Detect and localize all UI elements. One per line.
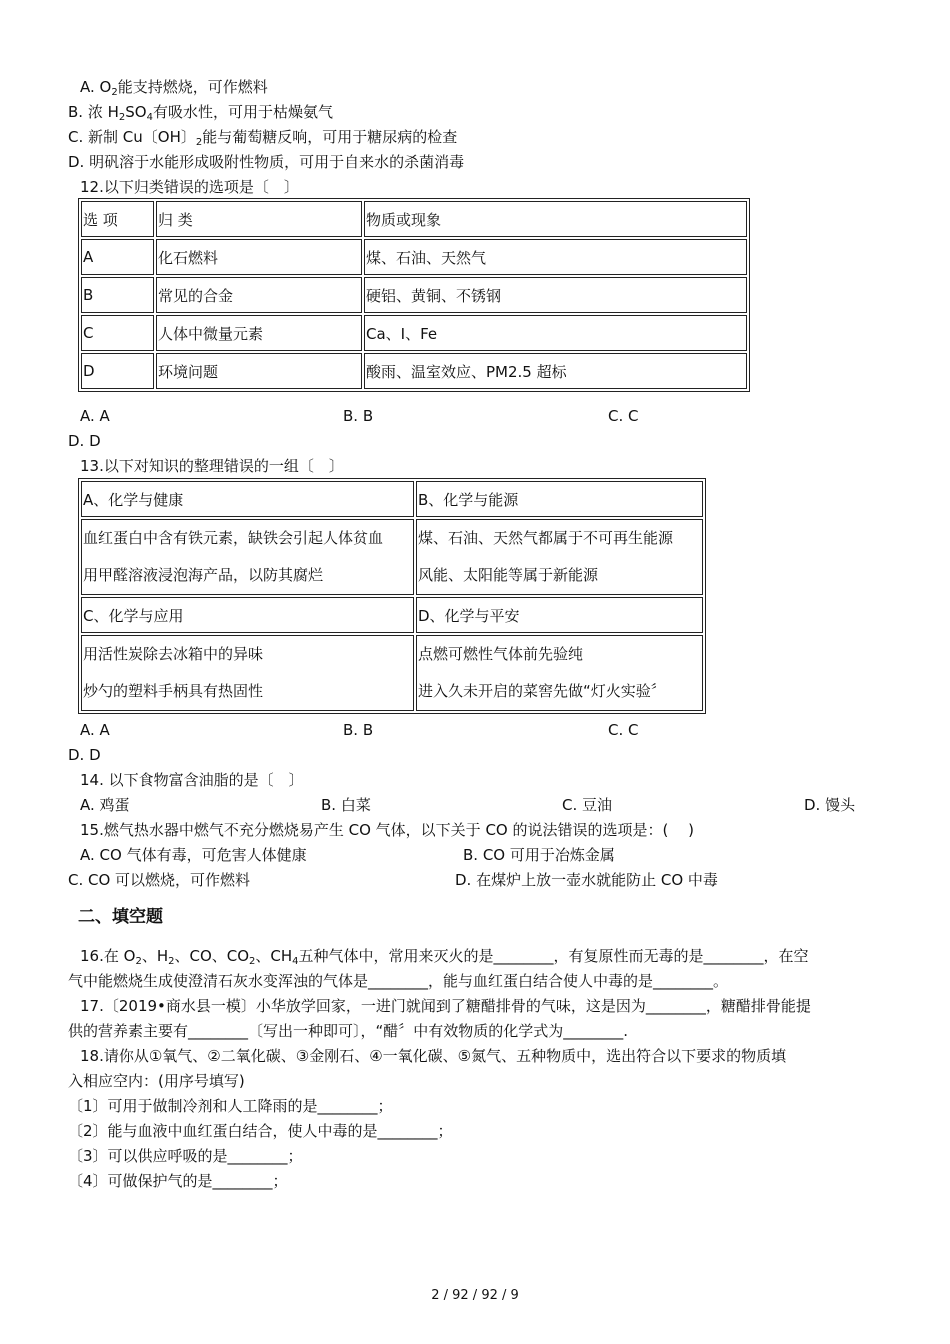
table-cell: 环境问题 xyxy=(156,353,362,389)
q11-option-a: A. $O_2$能支持燃烧，可作燃料 xyxy=(80,78,268,98)
q15-option-d: D. 在煤炉上放一壶水就能防止 CO 中毒 xyxy=(455,871,718,889)
q11-option-b: B. 浓 $H_2SO_4$有吸水性，可用于枯燥氨气 xyxy=(68,103,333,123)
cell-application-content xyxy=(81,635,414,711)
table-row xyxy=(81,519,703,595)
table-row xyxy=(81,201,747,237)
table-cell: 酸雨、温室效应、PM2.5 超标 xyxy=(364,353,747,389)
q12-table xyxy=(78,198,750,392)
list-item: 炒勺的塑料手柄具有热固性 xyxy=(83,682,264,700)
q15-option-b: B. CO 可用于冶炼金属 xyxy=(463,846,615,864)
q13-option-c: C. C xyxy=(608,721,639,739)
table-header-cell: 归 类 xyxy=(156,201,362,237)
table-cell: 煤、石油、天然气 xyxy=(364,239,747,275)
q12-stem: 12.以下归类错误的选项是〔 〕 xyxy=(80,178,299,196)
table-cell: 人体中微量元素 xyxy=(156,315,362,351)
list-item: 风能、太阳能等属于新能源 xyxy=(418,566,599,584)
q13-option-b: B. B xyxy=(343,721,374,739)
q16-line-2: 气中能燃烧生成使澄清石灰水变浑浊的气体是________，能与血红蛋白结合使人中毒的是________。 xyxy=(68,972,729,990)
q18-line-2: 入相应空内：(用序号填写) xyxy=(68,1072,245,1090)
table-header-cell: 物质或现象 xyxy=(364,201,747,237)
q11-option-d: D. 明矾溶于水能形成吸附性物质，可用于自来水的杀菌消毒 xyxy=(68,153,465,171)
cell-application-title: C、化学与应用 xyxy=(81,597,414,633)
q17-line-1: 17.〔2019•商水县一模〕小华放学回家，一进门就闻到了糖醋排骨的气味，这是因为________，糖醋排骨能提 xyxy=(80,997,811,1015)
table-cell: B xyxy=(81,277,154,313)
q13-option-a: A. A xyxy=(80,721,110,739)
q14-option-d: D. 馒头 xyxy=(804,796,856,814)
cell-safety-title: D、化学与平安 xyxy=(416,597,703,633)
section-heading: 二、填空题 xyxy=(78,907,163,927)
list-item: 血红蛋白中含有铁元素，缺铁会引起人体贫血 xyxy=(83,529,384,547)
cell-energy-title: B、化学与能源 xyxy=(416,481,703,517)
table-row xyxy=(81,277,747,313)
q14-option-a: A. 鸡蛋 xyxy=(80,796,130,814)
table-cell: D xyxy=(81,353,154,389)
table-cell: 常见的合金 xyxy=(156,277,362,313)
table-cell: 硬铝、黄铜、不锈钢 xyxy=(364,277,747,313)
q13-stem: 13.以下对知识的整理错误的一组〔 〕 xyxy=(80,457,344,475)
q14-stem: 14. 以下食物富含油脂的是〔 〕 xyxy=(80,771,304,789)
q11-option-c: C. 新制 Cu〔OH〕$_2$能与葡萄糖反响，可用于糖尿病的检查 xyxy=(68,128,458,148)
cell-health-content xyxy=(81,519,414,595)
q15-option-a: A. CO 气体有毒，可危害人体健康 xyxy=(80,846,307,864)
list-item: 点燃可燃性气体前先验纯 xyxy=(418,645,584,663)
cell-health-title: A、化学与健康 xyxy=(81,481,414,517)
q12-option-a: A. A xyxy=(80,407,110,425)
q14-option-c: C. 豆油 xyxy=(562,796,613,814)
table-header-cell: 选 项 xyxy=(81,201,154,237)
q12-option-c: C. C xyxy=(608,407,639,425)
q15-option-c: C. CO 可以燃烧，可作燃料 xyxy=(68,871,251,889)
q14-option-b: B. 白菜 xyxy=(321,796,371,814)
q18-line-1: 18.请你从①氧气、②二氧化碳、③金刚石、④一氧化碳、⑤氮气、五种物质中，选出符合以下要求的物质填 xyxy=(80,1047,787,1065)
page-number: 2 / 92 / 92 / 9 xyxy=(431,1288,519,1303)
table-row xyxy=(81,239,747,275)
q18-item-3: 〔3〕可以供应呼吸的是________； xyxy=(68,1147,303,1165)
q18-item-2: 〔2〕能与血液中血红蛋白结合，使人中毒的是________； xyxy=(68,1122,453,1140)
table-cell: A xyxy=(81,239,154,275)
list-item: 煤、石油、天然气都属于不可再生能源 xyxy=(418,529,674,547)
list-item: 进入久未开启的菜窖先做“灯火实验〞 xyxy=(418,682,666,700)
q12-option-d: D. D xyxy=(68,432,101,450)
q15-stem: 15.燃气热水器中燃气不充分燃烧易产生 CO 气体，以下关于 CO 的说法错误的选项是：( ) xyxy=(80,821,694,839)
list-item: 用甲醛溶液浸泡海产品，以防其腐烂 xyxy=(83,566,324,584)
table-cell: Ca、I、Fe xyxy=(364,315,747,351)
q18-item-1: 〔1〕可用于做制冷剂和人工降雨的是________； xyxy=(68,1097,393,1115)
table-row xyxy=(81,481,703,517)
table-row xyxy=(81,315,747,351)
table-row xyxy=(81,597,703,633)
table-row xyxy=(81,635,703,711)
table-row xyxy=(81,353,747,389)
q16-line-1: 16.在 $O_2$、$H_2$、CO、$CO_2$、$CH_4$五种气体中，常用来灭火的是________，有复原性而无毒的是________，在空 xyxy=(80,947,809,967)
table-cell: 化石燃料 xyxy=(156,239,362,275)
q13-table xyxy=(78,478,706,714)
q12-option-b: B. B xyxy=(343,407,374,425)
q17-line-2: 供的营养素主要有________〔写出一种即可〕，“醋〞中有效物质的化学式为________. xyxy=(68,1022,629,1040)
q13-option-d: D. D xyxy=(68,746,101,764)
list-item: 用活性炭除去冰箱中的异味 xyxy=(83,645,264,663)
cell-energy-content xyxy=(416,519,703,595)
q18-item-4: 〔4〕可做保护气的是________； xyxy=(68,1172,288,1190)
table-cell: C xyxy=(81,315,154,351)
cell-safety-content xyxy=(416,635,703,711)
